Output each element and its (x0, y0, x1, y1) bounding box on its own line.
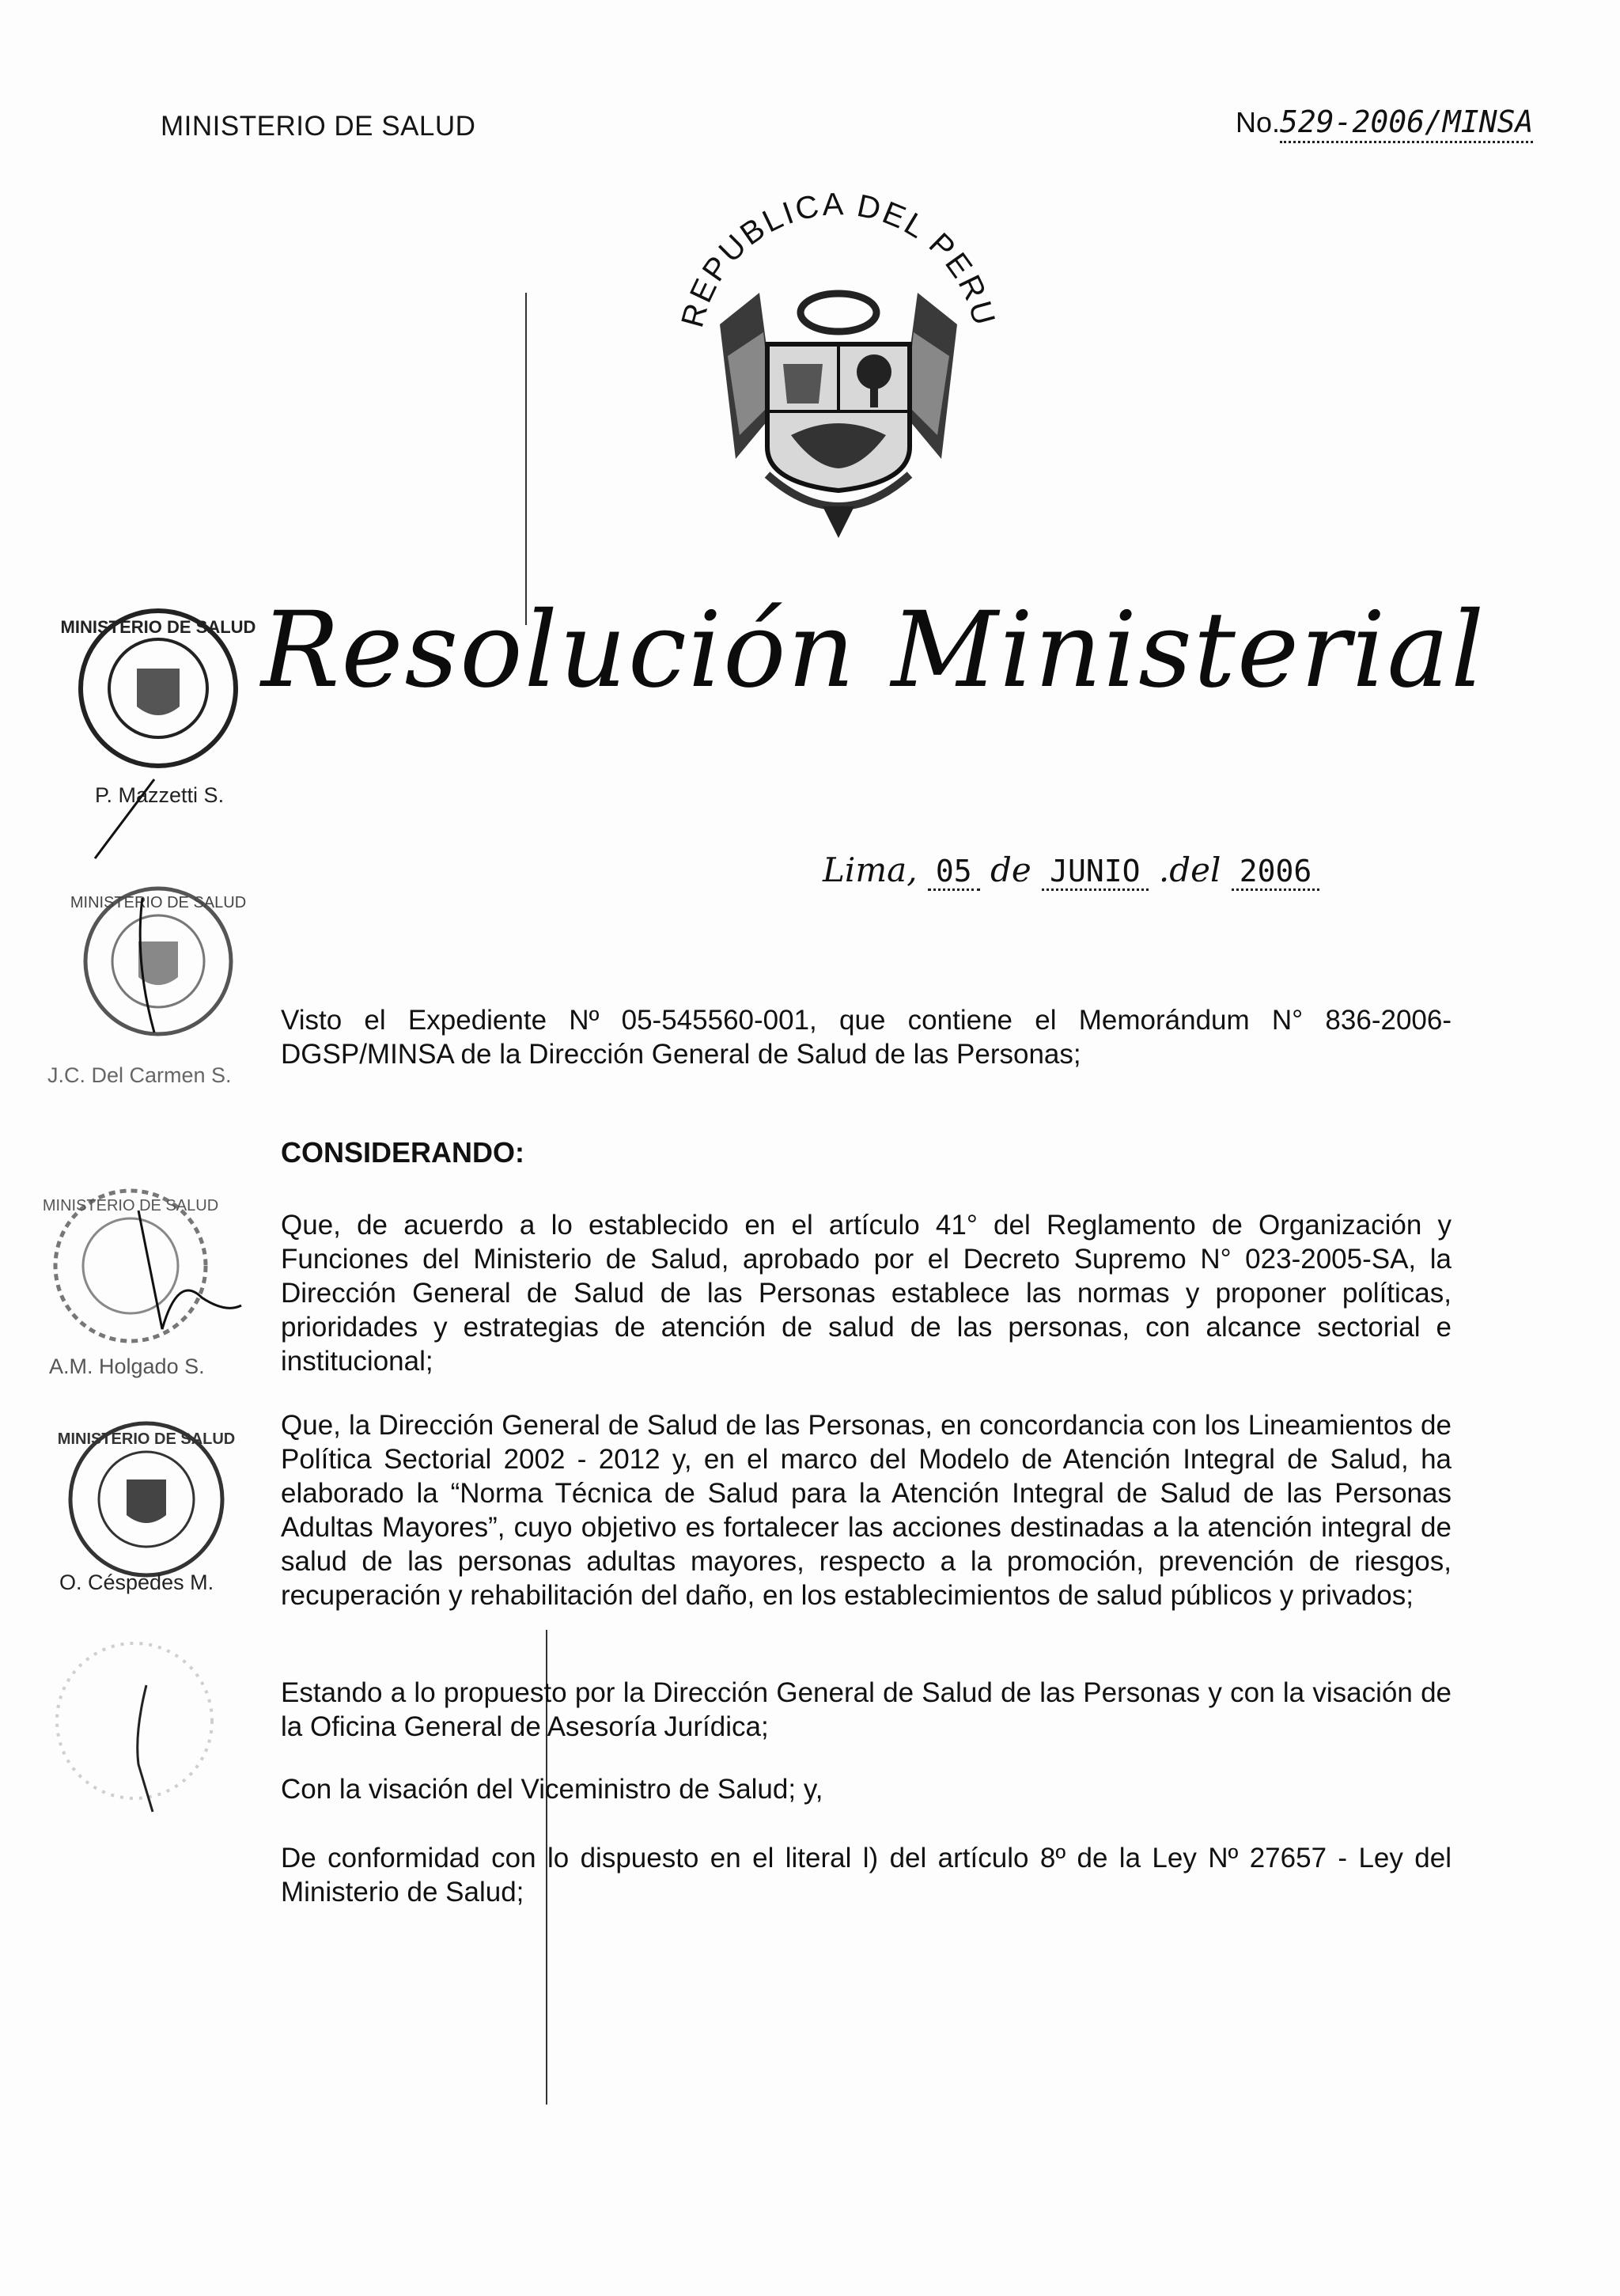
paragraph-2: Que, la Dirección General de Salud de las Personas, en concordancia con los Lineamientos de Política Sectorial 2002 - 2012 y, en el marco del Modelo de Atención Integral de Salud, ha elaborado la “Norma Técnica de Salud para la Atención Integral de Salud de las Personas Adultas Mayores”, cuyo objetivo es fortalecer las acciones destinadas a la atención integral de salud de las personas adultas mayores, respecto a la promoción, prevención de riesgos, recuperación y rehabilitación del daño, en los establecimientos de salud públicos y privados; (281, 1410, 1452, 1611)
date-day: 05 (928, 854, 980, 891)
ministry-header: MINISTERIO DE SALUD (161, 111, 476, 142)
date-month: JUNIO (1042, 854, 1148, 891)
visto-paragraph: Visto el Expediente Nº 05-545560-001, que contiene el Memorándum N° 836-2006-DGSP/MINSA de la Dirección General de Salud de las Personas; (281, 1005, 1452, 1070)
seal-3-text: MINISTERIO DE SALUD (42, 1197, 219, 1214)
date-line (823, 851, 1319, 889)
faded-seal-5 (44, 1630, 225, 1812)
ministry-seal-3 (44, 1179, 249, 1353)
ministry-seal-2 (70, 882, 247, 1040)
date-city: Lima, (823, 851, 918, 889)
coat-of-arms-arc-text: REPUBLICA DEL PERU (675, 187, 1002, 332)
seal-1-caption: P. Mazzetti S. (95, 783, 225, 807)
coat-of-arms-emblem (672, 174, 1005, 546)
seal-3-caption: A.M. Holgado S. (49, 1354, 205, 1378)
scan-line-upper (525, 293, 527, 625)
paragraph-3: Estando a lo propuesto por la Dirección General de Salud de las Personas y con la visación de la Oficina General de Asesoría Jurídica; (281, 1677, 1452, 1742)
resolution-number-prefix: No. (1236, 106, 1281, 138)
seal-1-text: MINISTERIO DE SALUD (60, 617, 256, 637)
ministry-seal-1 (60, 605, 256, 771)
resolution-number-value: 529-2006/MINSA (1280, 104, 1533, 143)
seal-4-text: MINISTERIO DE SALUD (57, 1430, 236, 1448)
signature-1 (79, 771, 174, 866)
seal-2-text: MINISTERIO DE SALUD (70, 894, 247, 911)
paragraph-1: Que, de acuerdo a lo establecido en el artículo 41° del Reglamento de Organización y Funciones del Ministerio de Salud, aprobado por el Decreto Supremo N° 023-2005-SA, la Dirección General de Salud de las Personas establece las normas y proponer políticas, prioridades y estrategias de atención de salud de las personas, con alcance sectorial e institucional; (281, 1210, 1452, 1377)
resolution-number (1236, 104, 1533, 139)
seal-2-caption: J.C. Del Carmen S. (47, 1063, 232, 1087)
date-year: 2006 (1232, 854, 1320, 891)
paragraph-5: De conformidad con lo dispuesto en el literal l) del artículo 8º de la Ley Nº 27657 - Ley del Ministerio de Salud; (281, 1843, 1452, 1908)
considerando-heading: CONSIDERANDO: (281, 1136, 525, 1169)
paragraph-4: Con la visación del Viceministro de Salud; y, (281, 1774, 823, 1805)
date-del: .del (1158, 851, 1221, 889)
seal-4-caption: O. Céspedes M. (59, 1570, 214, 1594)
date-de: de (990, 851, 1031, 889)
document-title: Resolución Ministerial (261, 589, 1486, 711)
svg-text:REPUBLICA DEL PERU (675, 187, 1002, 331)
